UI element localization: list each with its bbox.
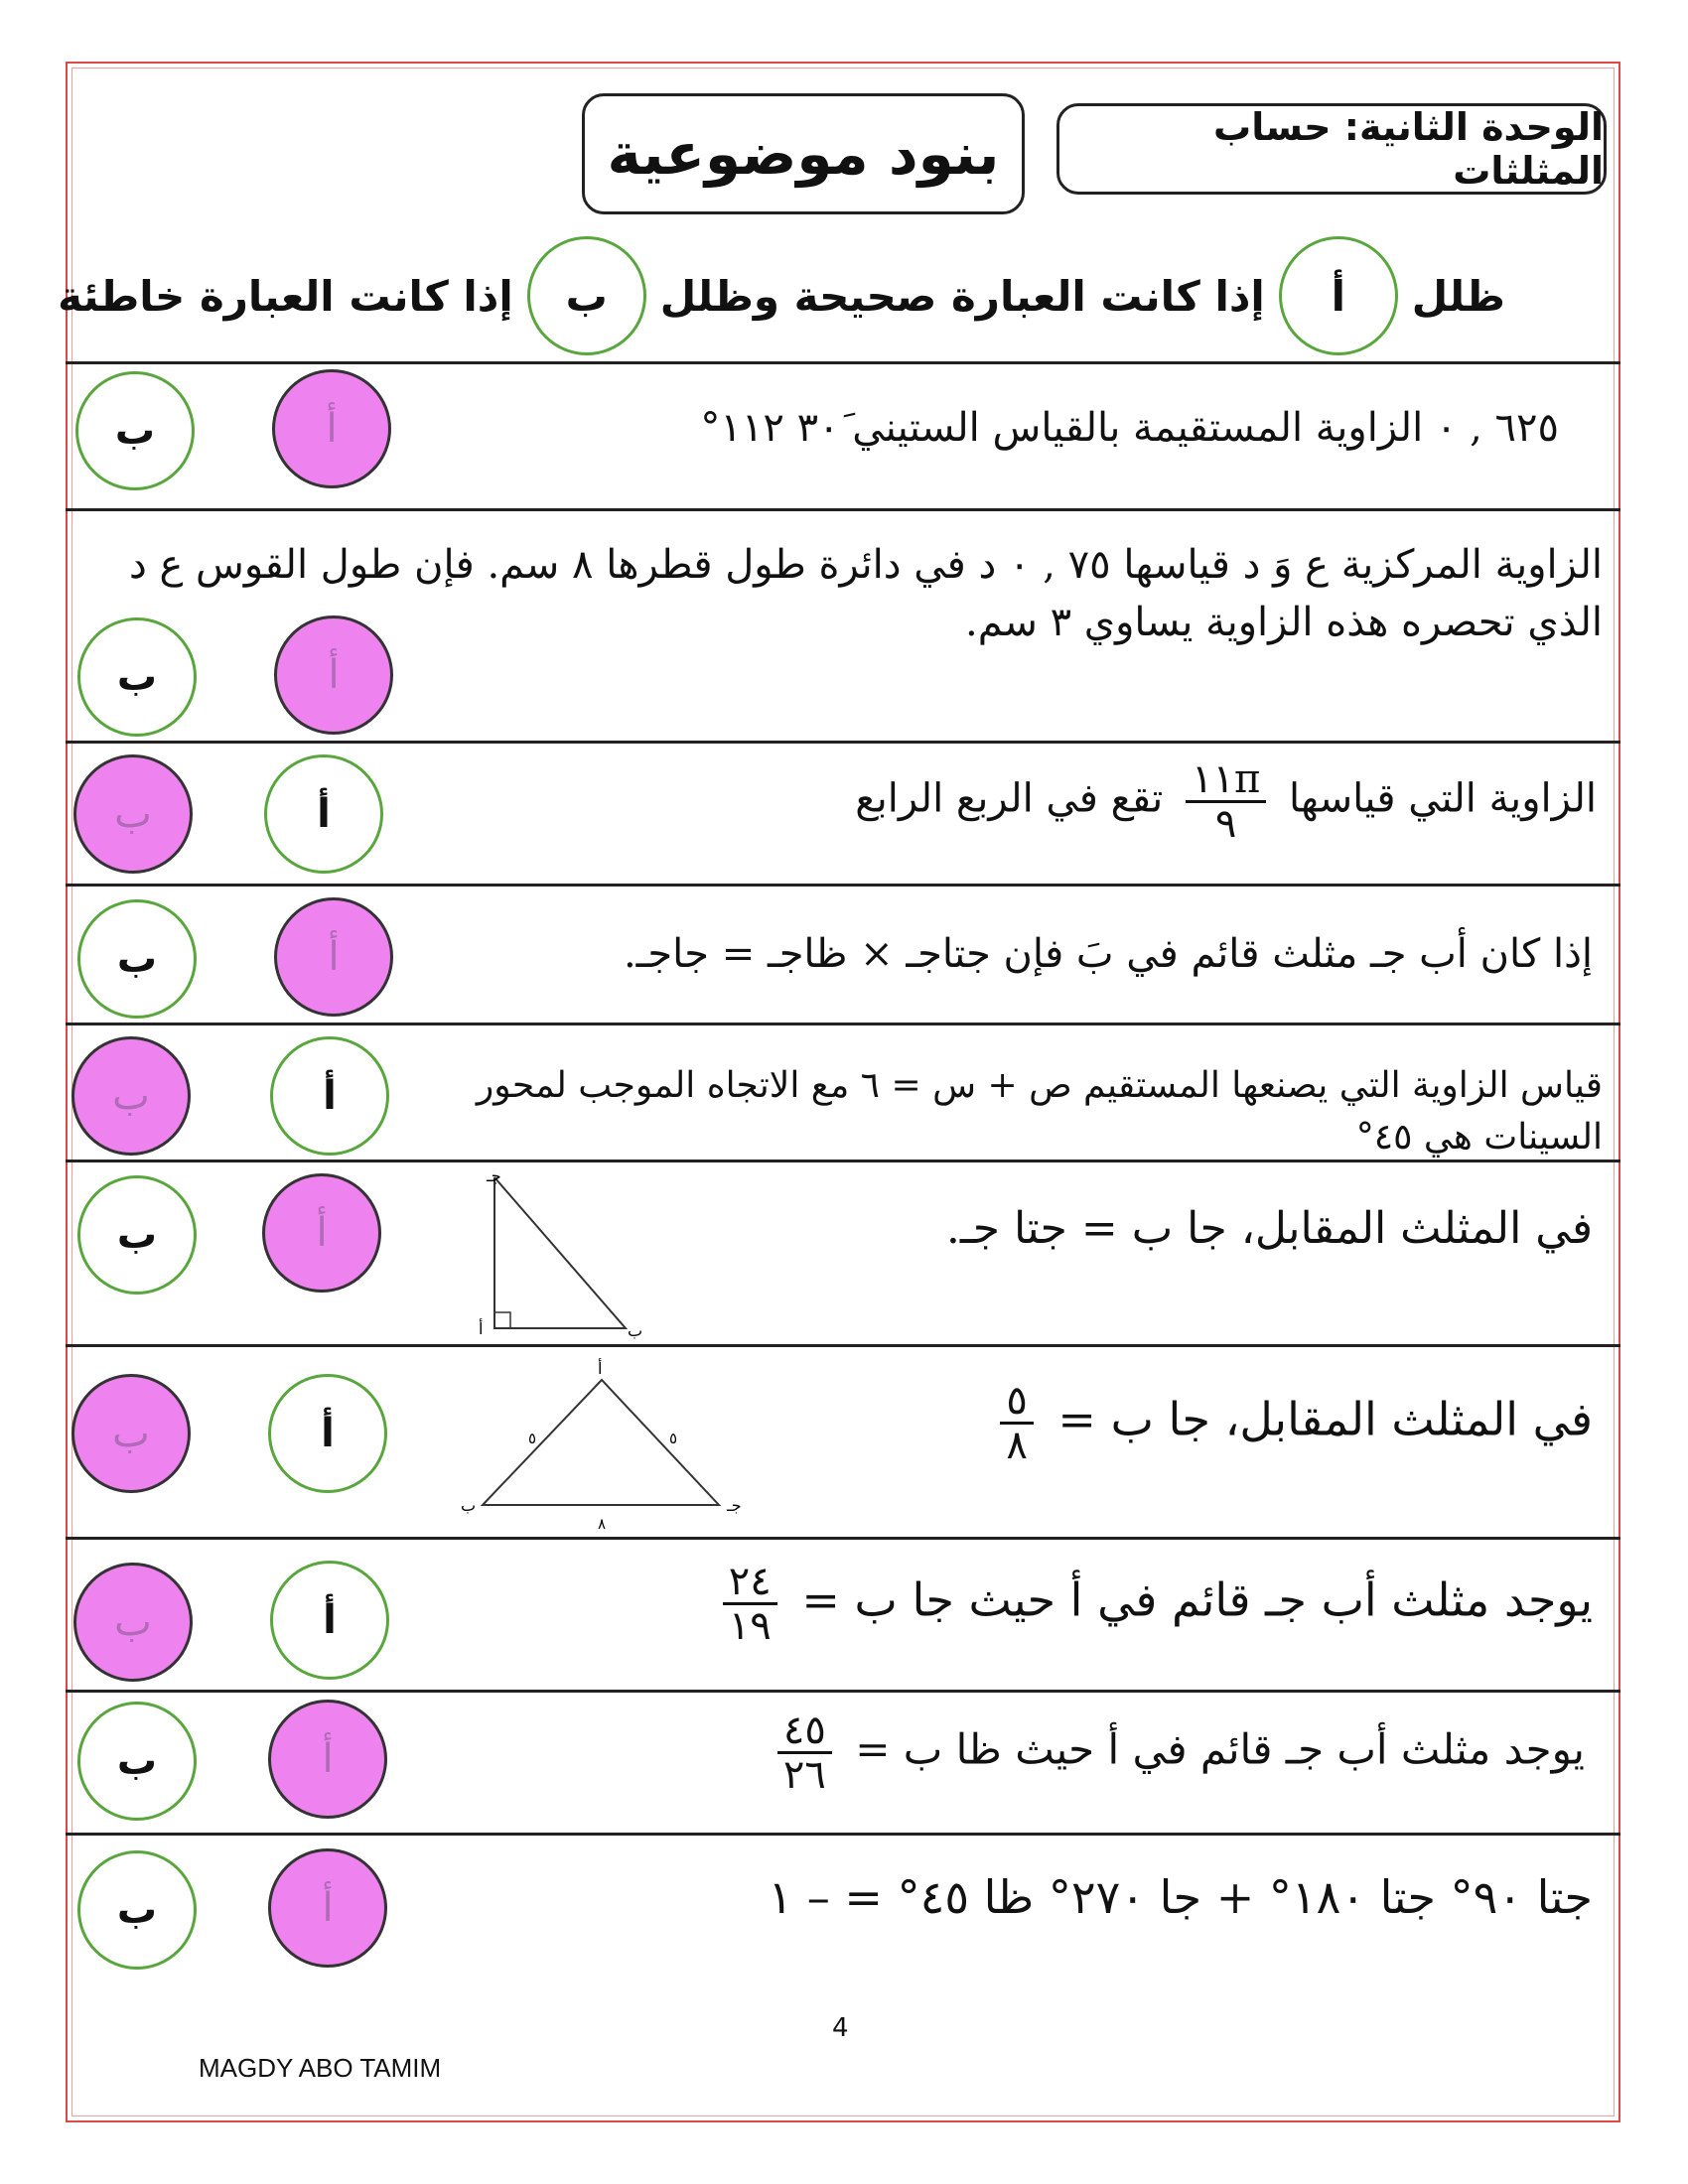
- question-9-text: [592, 1709, 1585, 1796]
- unit-label: الوحدة الثانية: حساب المثلثات: [1213, 105, 1604, 193]
- triangle-label-bottom-right: ب: [628, 1321, 643, 1340]
- instruction-choice-a: أ: [1279, 236, 1398, 355]
- question-3-fraction-denominator: ٩: [1214, 801, 1237, 847]
- question-2-choice-a[interactable]: أ: [274, 615, 393, 735]
- question-10-choice-b[interactable]: ب: [77, 1850, 197, 1970]
- divider: [66, 361, 1620, 364]
- question-8-text-before: يوجد مثلث أب جـ قائم في أ حيث جا ب =: [801, 1572, 1593, 1627]
- triangle-label-left: ب: [461, 1496, 477, 1515]
- divider: [66, 1833, 1620, 1836]
- instruction-part1: ظلل: [1411, 271, 1505, 321]
- triangle-label-right-angle: أ: [479, 1319, 484, 1338]
- question-1-choice-b[interactable]: ب: [75, 371, 195, 490]
- question-4-text: إذا كان أب جـ مثلث قائم في بَ فإن جتاجـ × ظاجـ = جاجـ.: [623, 931, 1593, 977]
- question-3-choice-b[interactable]: ب: [73, 754, 193, 874]
- triangle-label-apex: أ: [598, 1359, 603, 1378]
- question-2-text: الزاوية المركزية ع وَ د قياسها ٧٥ , ٠ د في دائرة طول قطرها ٨ سم. فإن طول القوس ع د الذي تحصره هذه الزاوية يساوي ٣ سم.: [128, 542, 1603, 645]
- question-9-fraction-numerator: ٤٥: [777, 1709, 832, 1754]
- divider: [66, 1537, 1620, 1540]
- question-3-text: [504, 758, 1597, 845]
- question-10-choice-a[interactable]: أ: [268, 1848, 387, 1968]
- question-5-choice-b[interactable]: ب: [71, 1036, 191, 1156]
- question-4-choice-b[interactable]: ب: [77, 899, 197, 1019]
- question-6-choice-b[interactable]: ب: [77, 1175, 197, 1295]
- unit-label-box: [1056, 103, 1607, 195]
- question-8-text: [500, 1561, 1593, 1647]
- question-1-text: ٦٢٥ , ٠ الزاوية المستقيمة بالقياس الستيني ٣٠َ ١١٢°: [700, 405, 1559, 451]
- instruction-part3: إذا كانت العبارة خاطئة: [58, 271, 513, 321]
- question-7-text-before: في المثلث المقابل، جا ب =: [1057, 1392, 1593, 1446]
- question-8-fraction-numerator: ٢٤: [723, 1561, 777, 1605]
- question-9-fraction: [777, 1709, 832, 1796]
- question-5-choice-a[interactable]: أ: [270, 1036, 389, 1156]
- question-8-choice-b[interactable]: ب: [73, 1563, 193, 1682]
- divider: [66, 741, 1620, 744]
- question-9-choice-b[interactable]: ب: [77, 1702, 197, 1821]
- divider: [66, 1344, 1620, 1347]
- question-8-fraction: [723, 1561, 777, 1647]
- question-1-choice-a[interactable]: أ: [272, 369, 391, 488]
- question-6-text: في المثلث المقابل، جا ب = جتا جـ.: [945, 1203, 1593, 1254]
- title-box: [582, 93, 1025, 214]
- question-9-text-before: يوجد مثلث أب جـ قائم في أ حيث ظا ب =: [855, 1724, 1585, 1774]
- question-4-choice-a[interactable]: أ: [274, 897, 393, 1017]
- instruction-choice-b: ب: [527, 236, 646, 355]
- triangle-label-top: جـ: [487, 1171, 501, 1185]
- page-number: 4: [832, 2013, 849, 2043]
- question-3-text-before: الزاوية التي قياسها: [1288, 775, 1597, 822]
- page-title: بنود موضوعية: [607, 120, 1000, 188]
- question-9-fraction-denominator: ٢٦: [782, 1752, 826, 1798]
- isosceles-triangle-figure: [453, 1358, 751, 1537]
- question-7-fraction-numerator: ٥: [1000, 1380, 1033, 1425]
- question-8-choice-a[interactable]: أ: [270, 1561, 389, 1680]
- question-10-text: جتا ٩٠° جتا ١٨٠° + جا ٢٧٠° ظا ٤٥° = – ١: [768, 1870, 1593, 1924]
- triangle-side-right: ٥: [669, 1430, 678, 1447]
- question-7-fraction: [1000, 1380, 1033, 1466]
- divider: [66, 1023, 1620, 1025]
- question-7-choice-a[interactable]: أ: [268, 1374, 387, 1493]
- question-2-choice-b[interactable]: ب: [77, 617, 197, 737]
- question-3-choice-a[interactable]: أ: [264, 754, 383, 874]
- question-6-choice-a[interactable]: أ: [262, 1173, 381, 1293]
- question-9-choice-a[interactable]: أ: [268, 1700, 387, 1819]
- question-3-fraction: [1186, 758, 1266, 845]
- instruction-part2: إذا كانت العبارة صحيحة وظلل: [659, 271, 1265, 321]
- question-7-choice-b[interactable]: ب: [71, 1374, 191, 1493]
- question-8-fraction-denominator: ١٩: [728, 1603, 772, 1649]
- question-7-fraction-denominator: ٨: [1006, 1423, 1028, 1468]
- question-5-text: قياس الزاوية التي يصنعها المستقيم ص + س = ٦ مع الاتجاه الموجب لمحور السينات هي ٤٥°: [476, 1065, 1603, 1159]
- triangle-base: ٨: [598, 1515, 607, 1533]
- question-7-text: [699, 1380, 1593, 1466]
- divider: [66, 508, 1620, 511]
- author-name: MAGDY ABO TAMIM: [199, 2053, 442, 2083]
- instructions: [58, 236, 1505, 355]
- triangle-label-right: جـ: [727, 1496, 742, 1515]
- question-3-text-after: تقع في الربع الرابع: [855, 775, 1164, 822]
- triangle-side-left: ٥: [528, 1430, 537, 1447]
- right-triangle-figure: [467, 1171, 665, 1340]
- divider: [66, 1690, 1620, 1693]
- question-3-fraction-numerator: ١١π: [1186, 758, 1266, 803]
- divider: [66, 884, 1620, 887]
